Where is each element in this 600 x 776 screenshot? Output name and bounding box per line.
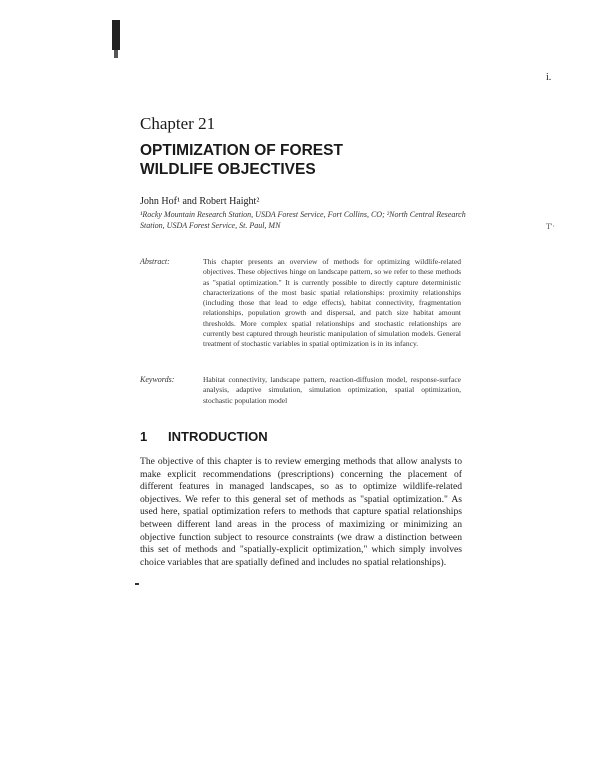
scan-mark-top-left-tail: [114, 50, 118, 58]
section-heading: [140, 429, 268, 444]
scan-mark-left-margin: [135, 583, 139, 585]
scan-mark-right-lower: T'·: [546, 222, 555, 231]
authors: John Hof¹ and Robert Haight²: [140, 196, 260, 207]
keywords-text: Habitat connectivity, landscape pattern, reaction-diffusion model, response-surface analysis, adaptive simulation, simulation optimization, spatial optimization, stochastic population model: [203, 375, 461, 405]
chapter-title: OPTIMIZATION OF FOREST WILDLIFE OBJECTIVES: [140, 142, 343, 178]
section-title: INTRODUCTION: [168, 429, 268, 444]
abstract-label: Abstract:: [140, 257, 170, 266]
scan-mark-right: i.: [546, 72, 552, 83]
affiliations: ¹Rocky Mountain Research Station, USDA Forest Service, Fort Collins, CO; ²North Central Research Station, USDA Forest Service, St. Paul, MN: [140, 210, 466, 230]
abstract-text: This chapter presents an overview of methods for optimizing wildlife-related objectives. These objectives hinge on landscape pattern, so we refer to these methods as "spatial optimization." It is currently possible to directly capture deterministic characterizations of the most basic spatial relationships: proximity relationships (including those that lead to edge effects), habitat connectivity, fragmentation relationships, population growth and dispersal, and patch size habitat amount thresholds. More complex spatial relationships and stochastic relationships are currently best captured through heuristic manipulation of simulation models. General treatment of stochastic variables in spatial optimization is in its infancy.: [203, 257, 461, 349]
introduction-body: The objective of this chapter is to review emerging methods that allow analysts to make explicit recommendations (prescriptions) concerning the placement of different features in managed landscapes, so as to optimize wildlife-related objectives. We refer to this general set of methods as "spatial optimization." As used here, spatial optimization refers to methods that capture spatial relationships between different land areas in the process of maximizing or minimizing an objective function subject to resource constraints (we draw a distinction between this set of methods and "spatially-explicit optimization," which simply involves choice variables that are spatially defined and includes no spatial relationships).: [140, 456, 462, 568]
section-number: 1: [140, 429, 148, 444]
keywords-label: Keywords:: [140, 375, 175, 384]
scan-mark-top-left: [112, 20, 120, 50]
chapter-label: Chapter 21: [140, 114, 216, 133]
